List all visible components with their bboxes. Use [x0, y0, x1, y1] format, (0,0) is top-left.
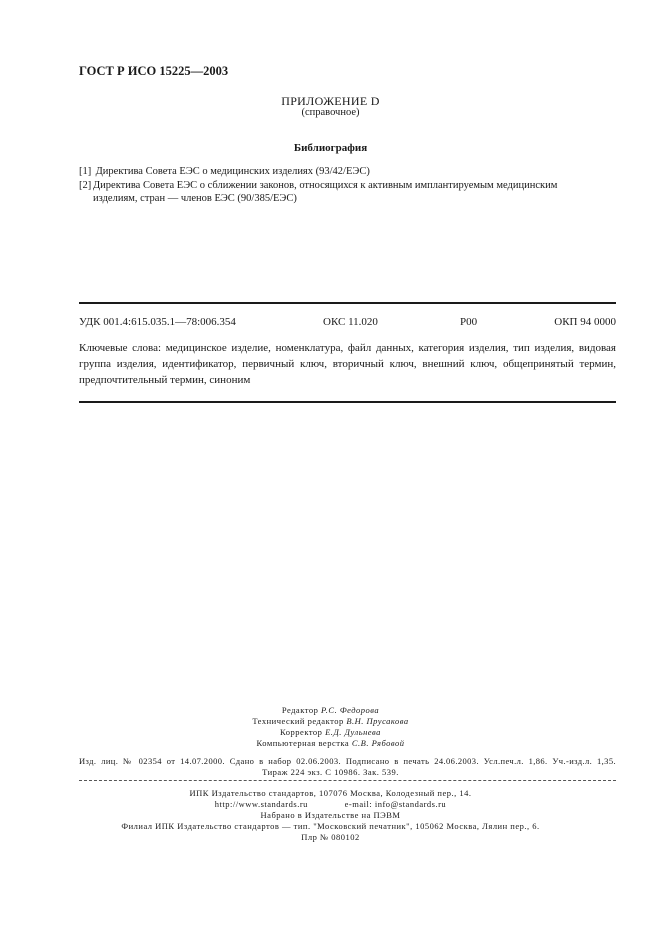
- imprint-branch: Филиал ИПК Издательство стандартов — тип. "Московский печатник", 105062 Москва, Лялин пер., 6.: [121, 821, 540, 831]
- imprint-label: Технический редактор: [252, 716, 344, 726]
- imprint-person: Е.Д. Дульнева: [325, 727, 381, 737]
- bibliography-item-text: Директива Совета ЕЭС о медицинских изделиях (93/42/ЕЭС): [95, 166, 370, 177]
- group-code: Р00: [460, 316, 478, 328]
- document-id: ГОСТ Р ИСО 15225—2003: [79, 64, 229, 78]
- imprint-plr: Плр № 080102: [301, 832, 360, 842]
- imprint-print-run: Тираж 224 экз. С 10986. Зак. 539.: [262, 767, 399, 777]
- bibliography-item-text-continued: изделиям, стран — членов ЕЭС (90/385/ЕЭС): [93, 193, 297, 204]
- annex-title: ПРИЛОЖЕНИЕ D: [281, 94, 380, 108]
- bibliography-item-number: [2]: [79, 180, 92, 191]
- imprint-label: Компьютерная верстка: [256, 738, 350, 748]
- bibliography-item: [79, 165, 616, 178]
- imprint-publisher: ИПК Издательство стандартов, 107076 Москва, Колодезный пер., 14.: [189, 788, 472, 798]
- imprint-person: С.В. Рябовой: [351, 738, 405, 748]
- bibliography-item: [79, 179, 616, 205]
- classification-row: [79, 316, 616, 330]
- imprint-website: http://www.standards.ru: [214, 799, 308, 809]
- divider: [79, 302, 616, 304]
- bibliography-title: Библиография: [293, 142, 368, 154]
- bibliography-item-number: [1]: [79, 166, 92, 177]
- keywords-paragraph: Ключевые слова: медицинское изделие, номенклатура, файл данных, категория изделия, тип изделия, видовая группа изделия, идентификатор, первичный ключ, вторичный ключ, внешний ключ, общепринятый термин, предпочтительный термин, синоним: [79, 342, 616, 386]
- imprint-editor: [0, 705, 661, 715]
- imprint-label: Редактор: [281, 705, 319, 715]
- oks-code: ОКС 11.020: [323, 316, 378, 328]
- imprint-layout: [0, 738, 661, 748]
- okp-code: ОКП 94 0000: [554, 316, 616, 328]
- imprint-contacts: [0, 799, 661, 809]
- imprint-label: Корректор: [280, 727, 323, 737]
- dashed-divider: [79, 780, 616, 781]
- imprint-person: В.Н. Прусакова: [346, 716, 409, 726]
- imprint-publishing-line: Изд. лиц. № 02354 от 14.07.2000. Сдано в набор 02.06.2003. Подписано в печать 24.06.2003. Усл.печ.л. 1,86. Уч.-изд.л. 1,35.: [79, 756, 616, 766]
- imprint-person: Р.С. Федорова: [320, 705, 380, 715]
- imprint-corrector: [0, 727, 661, 737]
- imprint-typeset: Набрано в Издательстве на ПЭВМ: [260, 810, 401, 820]
- imprint-email: e-mail: info@standards.ru: [344, 799, 447, 809]
- divider: [79, 401, 616, 403]
- annex-type: (справочное): [301, 107, 360, 118]
- imprint-tech-editor: [0, 716, 661, 726]
- udk-code: УДК 001.4:615.035.1—78:006.354: [79, 316, 236, 328]
- bibliography-item-text: Директива Совета ЕЭС о сближении законов, относящихся к активным имплантируемым медицинским: [93, 180, 558, 191]
